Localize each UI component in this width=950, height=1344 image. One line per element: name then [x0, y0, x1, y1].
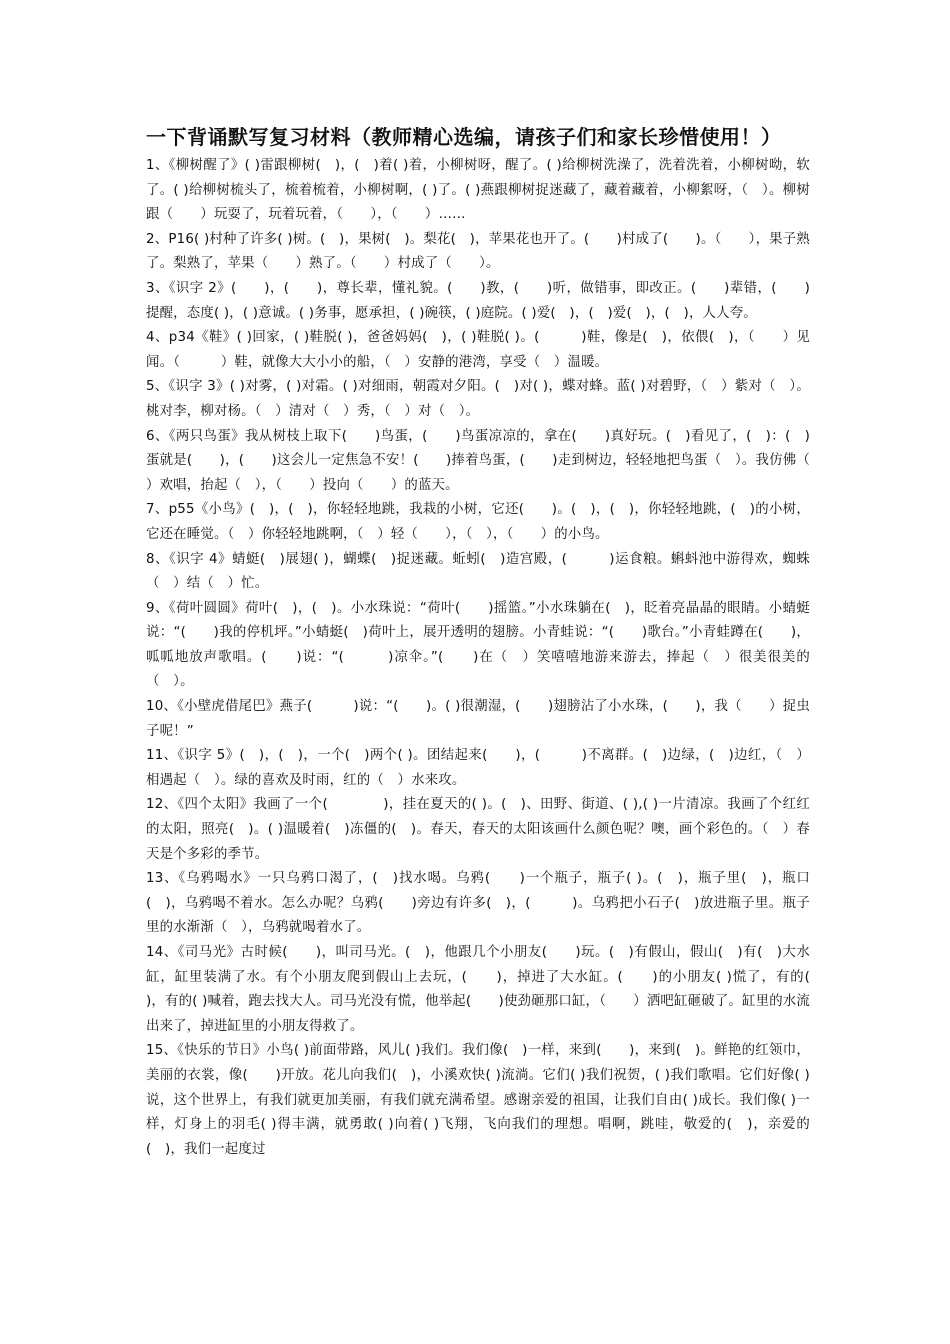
document-title: 一下背诵默写复习材料（教师精心选编，请孩子们和家长珍惜使用！）	[146, 125, 782, 149]
exercise-item-12: 12、《四个太阳》我画了一个( )，挂在夏天的( )。( )、田野、街道、( ),( )一片清凉。我画了个红红的太阳，照亮( )。( )温暖着( )冻僵的( )。春天，春天的太阳该画什么颜色呢？噢，画个彩色的。（ ）春天是个多彩的季节。	[146, 797, 810, 862]
exercise-item-10: 10、《小壁虎借尾巴》燕子( )说：“( )。( )很潮湿，( )翅膀沾了小水珠，( )，我（ ）捉虫子呢！”	[146, 699, 810, 739]
document-body	[146, 124, 838, 1162]
exercise-item-4: 4、p34《鞋》( )回家，( )鞋脱( )，爸爸妈妈( )，( )鞋脱( )。( )鞋，像是( )，依偎( )，（ ）见闻。（ ）鞋，就像大大小小的船，（ ）安静的港湾，享受（ ）温暖。	[146, 330, 810, 370]
exercise-item-7: 7、p55《小鸟》( )，( )，你轻轻地跳，我栽的小树，它还( )。( )，( )，你轻轻地跳，( )的小树，它还在睡觉。（ ）你轻轻地跳啊，（ ）轻（ ），（ ），（ ）的小鸟。	[146, 502, 810, 542]
exercise-item-14: 14、《司马光》古时候( )，叫司马光。( )，他跟几个小朋友( )玩。( )有假山，假山( )有( )大水缸，缸里装满了水。有个小朋友爬到假山上去玩，( )，掉进了大水缸。( )的小朋友( )慌了，有的( )，有的( )喊着，跑去找大人。司马光没有慌，他举起( )使劲砸那口缸，（ ）洒吧缸砸破了。缸里的水流出来了，掉进缸里的小朋友得救了。	[146, 945, 838, 1034]
exercise-item-6: 6、《两只鸟蛋》我从树枝上取下( )鸟蛋，( )鸟蛋凉凉的，拿在( )真好玩。( )看见了，( )：( )蛋就是( )，( )这会儿一定焦急不安！( )捧着鸟蛋，( )走到树边，轻轻地把鸟蛋（ ）。我仿佛（ ）欢唱，抬起（ ），（ ）投向（ ）的蓝天。	[146, 428, 838, 493]
exercise-item-11: 11、《识字 5》( )，( )，一个( )两个( )。团结起来( )，( )不离群。( )边绿，( )边红，（ ）相遇起（ ）。绿的喜欢及时雨，红的（ ）水来攻。	[146, 748, 810, 788]
exercise-item-13: 13、《乌鸦喝水》一只乌鸦口渴了，( )找水喝。乌鸦( )一个瓶子，瓶子( )。( )，瓶子里( )，瓶口( )，乌鸦喝不着水。怎么办呢？乌鸦( )旁边有许多( )，( )。乌鸦把小石子( )放进瓶子里。瓶子里的水渐渐（ ），乌鸦就喝着水了。	[146, 871, 810, 936]
exercise-item-9: 9、《荷叶圆圆》荷叶( )，( )。小水珠说：“荷叶( )摇篮。”小水珠躺在( )，眨着亮晶晶的眼睛。小蜻蜓说：“( )我的停机坪。”小蜻蜓( )荷叶上，展开透明的翅膀。小青蛙说：“( )歌台。”小青蛙蹲在( )，呱呱地放声歌唱。( )说：“( )凉伞。”( )在（ ）笑嘻嘻地游来游去，捧起（ ）很美很美的（ ）。	[146, 600, 810, 690]
exercise-item-2: 2、P16( )村种了许多( )树。( )，果树( )。梨花( )，苹果花也开了。( )村成了( )。（ ），果子熟了。梨熟了，苹果（ ）熟了。（ ）村成了（ ）。	[146, 231, 810, 272]
exercise-item-5: 5、《识字 3》( )对雾，( )对霜。( )对细雨，朝霞对夕阳。( )对( )，蝶对蜂。蓝( )对碧野，（ ）紫对（ ）。桃对李，柳对杨。（ ）清对（ ）秀，（ ）对（ ）。	[146, 379, 810, 419]
exercise-item-1: 1、《柳树醒了》( )雷跟柳树( )，( )着( )着，小柳树呀，醒了。( )给柳树洗澡了，洗着洗着，小柳树呦，软了。( )给柳树梳头了，梳着梳着，小柳树啊，( )了。( )燕跟柳树捉迷藏了，藏着藏着，小柳絮呀，（ ）。柳树跟（ ）玩耍了，玩着玩着，（ ），（ ）……	[146, 158, 810, 223]
exercise-item-8: 8、《识字 4》蜻蜓( )展翅( )，蝴蝶( )捉迷藏。蚯蚓( )造宫殿，( )运食粮。蝌蚪池中游得欢，蜘蛛（ ）结（ ）忙。	[146, 551, 810, 592]
exercise-item-3: 3、《识字 2》( )，( )，尊长辈，懂礼貌。( )教，( )听，做错事，即改正。( )辈错，( )提醒，态度( )，( )意诚。( )务事，愿承担，( )碗筷，( )庭院。( )爱( )，( )爱( )，( )，人人夸。	[146, 280, 810, 321]
exercise-item-15: 15、《快乐的节日》小鸟( )前面带路，风儿( )我们。我们像( )一样，来到( )，来到( )。鲜艳的红领巾，美丽的衣裳，像( )开放。花儿向我们( )，小溪欢快( )流淌。它们( )我们祝贺，( )我们歌唱。它们好像( )说，这个世界上，有我们就更加美丽，有我们就充满希望。感谢亲爱的祖国，让我们自由( )成长。我们像( )一样，灯身上的羽毛( )得丰满，就勇敢( )向着( )飞翔，飞向我们的理想。唱啊，跳哇，敬爱的( )，亲爱的( )，我们一起度过	[146, 1043, 810, 1157]
